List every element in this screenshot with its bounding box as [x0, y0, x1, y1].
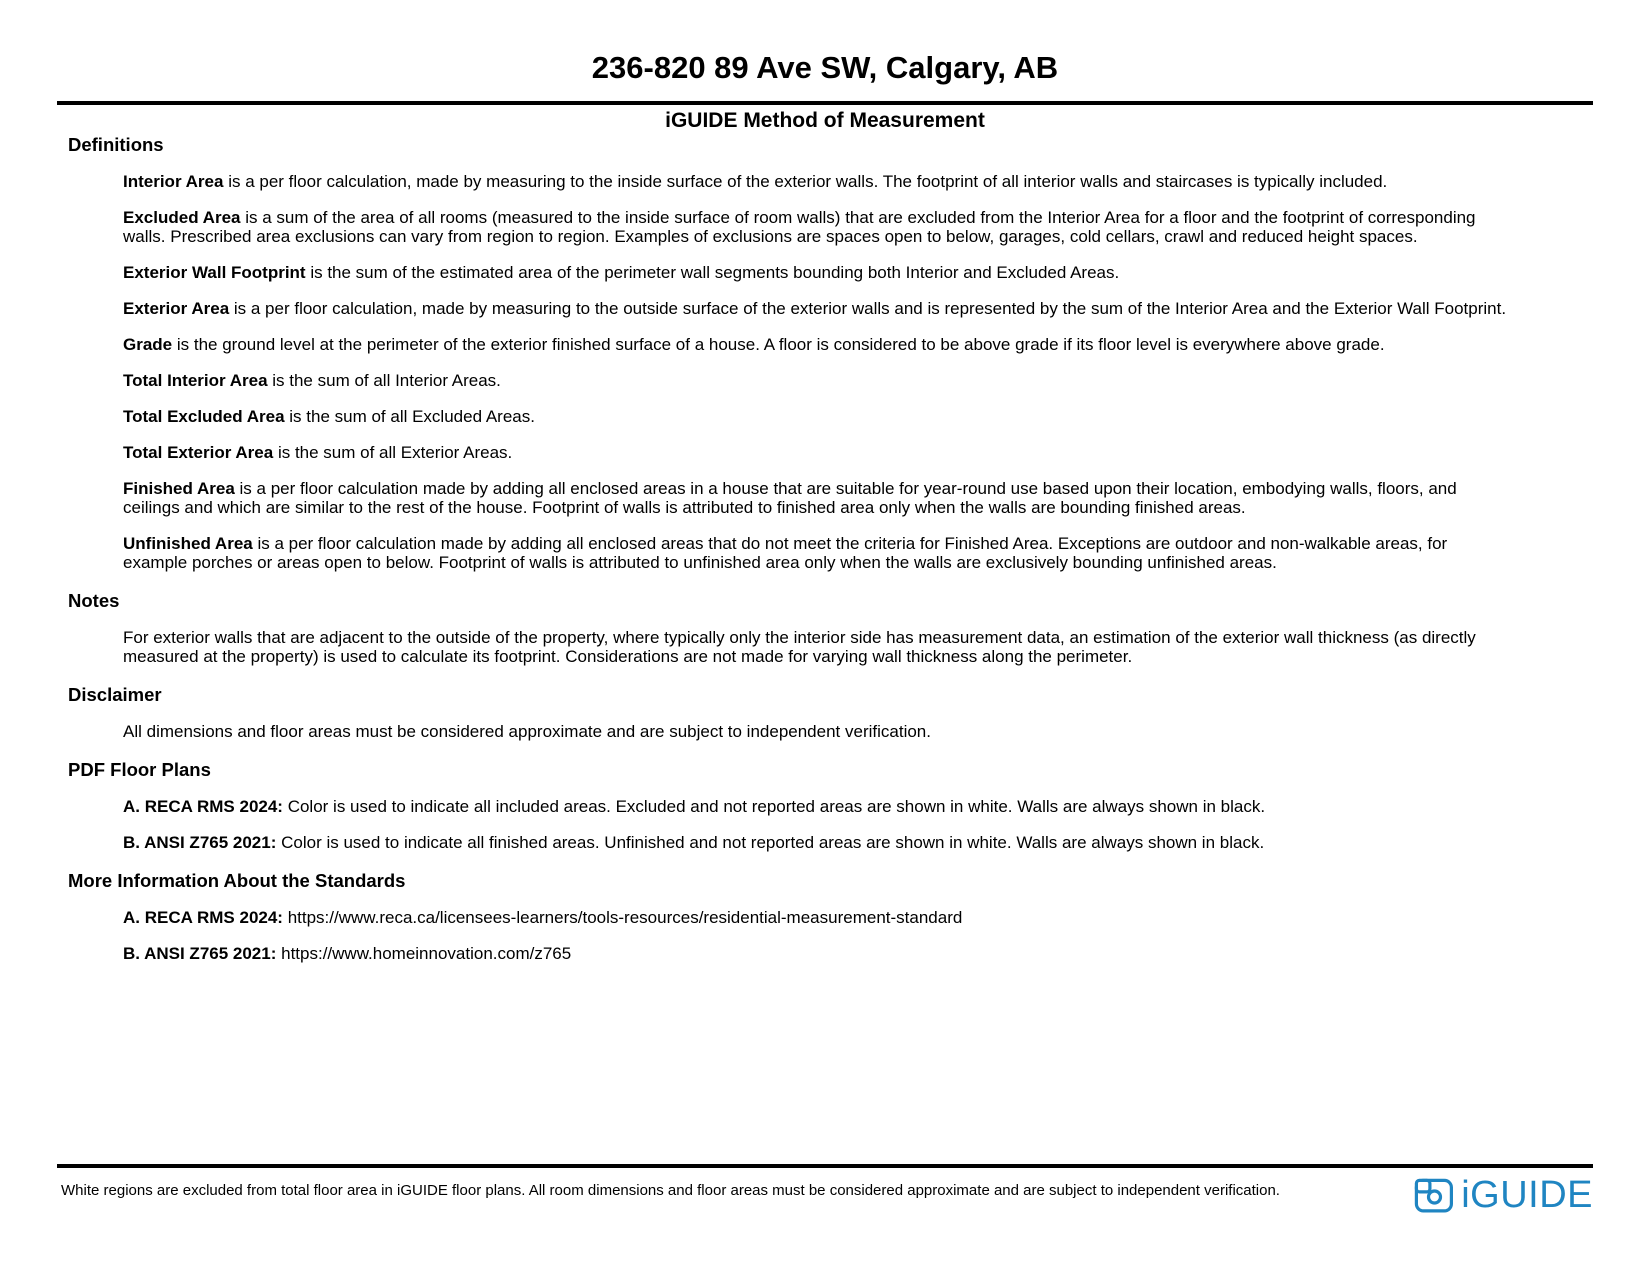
definition-term: Total Interior Area [123, 371, 268, 390]
definition-text: is a sum of the area of all rooms (measured to the inside surface of room walls) that are excluded from the Interior Area for a floor and the footprint of corresponding walls. Prescribed area exclusions can vary from region to region. Examples of exclusions are spaces open to below, garages, cold cellars, crawl and reduced height spaces. [123, 208, 1476, 246]
definition-excluded-area [123, 208, 1513, 246]
document-subtitle: iGUIDE Method of Measurement [665, 109, 985, 132]
footer-note: White regions are excluded from total floor area in iGUIDE floor plans. All room dimensions and floor areas must be considered approximate and are subject to independent verification. [61, 1182, 1280, 1199]
standard-label: B. ANSI Z765 2021: [123, 944, 277, 963]
definition-term: Finished Area [123, 479, 235, 498]
standard-label: A. RECA RMS 2024: [123, 908, 283, 927]
page-title: 236-820 89 Ave SW, Calgary, AB [591, 50, 1059, 85]
definition-total-interior-area [123, 371, 1513, 390]
definition-text: is the sum of all Excluded Areas. [284, 407, 535, 426]
section-heading-pdf-floor-plans: PDF Floor Plans [68, 759, 211, 780]
iguide-logo-text: iGUIDE [1461, 1174, 1593, 1216]
standard-url: https://www.reca.ca/licensees-learners/tools-resources/residential-measurement-standard [282, 908, 963, 927]
more-info-item-ansi [123, 944, 1513, 963]
standard-label: B. ANSI Z765 2021: [123, 833, 277, 852]
definition-text: is the sum of all Interior Areas. [267, 371, 501, 390]
page-footer [57, 1164, 1593, 1214]
definition-term: Total Excluded Area [123, 407, 285, 426]
definition-text: is the sum of all Exterior Areas. [273, 443, 513, 462]
definition-text: is a per floor calculation made by adding all enclosed areas that do not meet the criteria for Finished Area. Exceptions are outdoor and non-walkable areas, for example porches or areas open to below. Footprint of walls is attributed to unfinished area only when the walls are exclusively bounding unfinished areas. [123, 534, 1448, 572]
definition-term: Total Exterior Area [123, 443, 274, 462]
section-heading-notes: Notes [68, 590, 120, 611]
pdf-floor-plans-item-ansi [123, 833, 1513, 852]
more-info-item-reca [123, 908, 1513, 927]
definition-term: Unfinished Area [123, 534, 253, 553]
definition-term: Grade [123, 335, 173, 354]
definition-text: is the ground level at the perimeter of the exterior finished surface of a house. A floor is considered to be above grade if its floor level is everywhere above grade. [172, 335, 1385, 354]
definition-term: Exterior Wall Footprint [123, 263, 306, 282]
definition-total-exterior-area [123, 443, 1513, 462]
definition-total-excluded-area [123, 407, 1513, 426]
disclaimer-paragraph: All dimensions and floor areas must be considered approximate and are subject to independent verification. [123, 722, 931, 741]
definition-text: is a per floor calculation made by adding all enclosed areas in a house that are suitable for year-round use based upon their location, embodying walls, floors, and ceilings and which are similar to the rest of the house. Footprint of walls is attributed to finished area only when the walls are bounding finished areas. [123, 479, 1457, 517]
standard-url: https://www.homeinnovation.com/z765 [276, 944, 572, 963]
definition-term: Exterior Area [123, 299, 230, 318]
definition-grade [123, 335, 1513, 354]
definition-term: Interior Area [123, 172, 224, 191]
definition-text: is a per floor calculation, made by measuring to the outside surface of the exterior walls and is represented by the sum of the Interior Area and the Exterior Wall Footprint. [229, 299, 1507, 318]
section-heading-definitions: Definitions [68, 134, 164, 155]
definition-text: is the sum of the estimated area of the perimeter wall segments bounding both Interior and Excluded Areas. [305, 263, 1120, 282]
standard-text: Color is used to indicate all finished areas. Unfinished and not reported areas are shown in white. Walls are always shown in black. [276, 833, 1265, 852]
footer-row [57, 1168, 1593, 1214]
notes-paragraph: For exterior walls that are adjacent to the outside of the property, where typically only the interior side has measurement data, an estimation of the exterior wall thickness (as directly measured at the property) is used to calculate its footprint. Considerations are not made for varying wall thickness along the perimeter. [123, 628, 1476, 666]
standard-label: A. RECA RMS 2024: [123, 797, 283, 816]
section-heading-disclaimer: Disclaimer [68, 684, 162, 705]
pdf-floor-plans-item-reca [123, 797, 1513, 816]
section-heading-more-information: More Information About the Standards [68, 870, 406, 891]
definition-finished-area [123, 479, 1513, 517]
definition-exterior-area [123, 299, 1513, 318]
iguide-camera-icon [1414, 1177, 1454, 1213]
definition-text: is a per floor calculation, made by measuring to the inside surface of the exterior walls. The footprint of all interior walls and staircases is typically included. [223, 172, 1388, 191]
definition-term: Excluded Area [123, 208, 241, 227]
standard-text: Color is used to indicate all included areas. Excluded and not reported areas are shown in white. Walls are always shown in black. [282, 797, 1266, 816]
document-content [57, 50, 1593, 963]
header-divider [57, 101, 1593, 105]
definition-unfinished-area [123, 534, 1513, 572]
iguide-logo [1414, 1176, 1593, 1214]
definition-exterior-wall-footprint [123, 263, 1513, 282]
definition-interior-area [123, 172, 1513, 191]
